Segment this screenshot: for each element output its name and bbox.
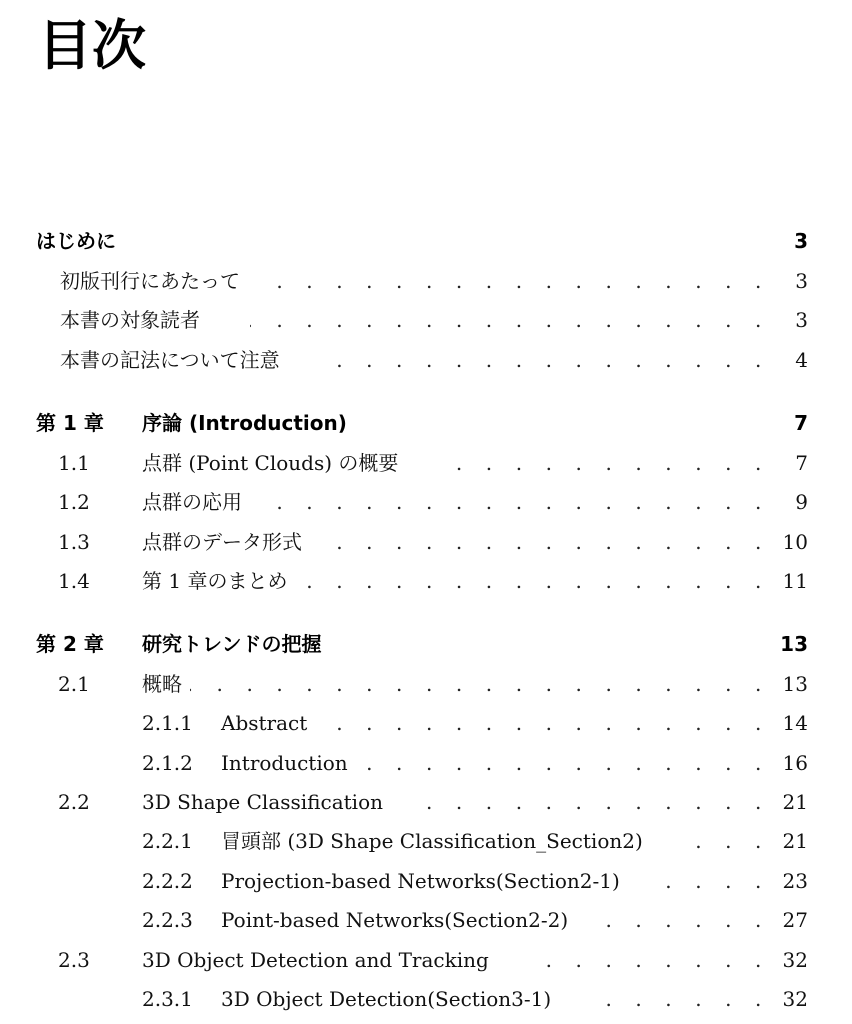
toc-subsection-label: Introduction [221, 751, 348, 775]
toc-section-label: 3D Shape Classification [142, 790, 383, 814]
toc-page-number: 4 [795, 348, 808, 372]
toc-section-number: 1.4 [58, 569, 90, 593]
toc-subsection-2-1-1[interactable] [0, 708, 852, 738]
toc-section-label: 概略 [142, 672, 182, 696]
toc-subsection-2-2-2[interactable] [0, 866, 852, 896]
toc-chapter-label: 序論 (Introduction) [142, 411, 347, 435]
toc-leader-dots [320, 345, 770, 375]
toc-leader-dots [646, 866, 770, 896]
toc-leader-dots [582, 984, 770, 1014]
toc-section-number: 2.3 [58, 948, 90, 972]
toc-section-2-1[interactable] [0, 669, 852, 699]
toc-page-number: 27 [782, 908, 808, 932]
toc-section-label: 点群のデータ形式 [142, 530, 302, 554]
toc-page-number: 3 [794, 229, 808, 253]
toc-leader-dots [404, 787, 770, 817]
toc-chapter-number: 第 2 章 [36, 632, 104, 656]
toc-chapter-number: 第 1 章 [36, 411, 104, 435]
toc-heading-hajimeni[interactable] [0, 226, 852, 256]
toc-page-number: 10 [782, 530, 808, 554]
toc-section-number: 1.3 [58, 530, 90, 554]
toc-section-label: 3D Object Detection and Tracking [142, 948, 489, 972]
toc-subsection-number: 2.2.3 [142, 908, 193, 932]
toc-subsection-number: 2.1.1 [142, 711, 193, 735]
toc-entry-preface-1[interactable] [0, 266, 852, 296]
toc-heading-label: はじめに [36, 229, 116, 253]
toc-section-number: 2.2 [58, 790, 90, 814]
toc-leader-dots [268, 266, 770, 296]
toc-leader-dots [262, 487, 770, 517]
toc-subsection-number: 2.3.1 [142, 987, 193, 1011]
toc-entry-label: 初版刊行にあたって [60, 269, 240, 293]
toc-section-1-3[interactable] [0, 527, 852, 557]
toc-subsection-label: Point-based Networks(Section2-2) [221, 908, 569, 932]
toc-section-number: 2.1 [58, 672, 90, 696]
toc-leader-dots [250, 305, 770, 335]
toc-page-number: 11 [782, 569, 808, 593]
toc-page-number: 3 [795, 308, 808, 332]
toc-chapter-1[interactable] [0, 408, 852, 438]
toc-leader-dots [322, 708, 770, 738]
toc-chapter-label: 研究トレンドの把握 [142, 632, 322, 656]
toc-page-number: 13 [782, 672, 808, 696]
page-title: 目次 [38, 14, 146, 77]
toc-page-number: 13 [780, 632, 808, 656]
toc-leader-dots [330, 527, 770, 557]
toc-page-number: 32 [782, 987, 808, 1011]
toc-page-number: 23 [782, 869, 808, 893]
toc-entry-label: 本書の対象読者 [60, 308, 200, 332]
toc-page-number: 7 [795, 451, 808, 475]
toc-entry-label: 本書の記法について注意 [60, 348, 280, 372]
toc-section-label: 第 1 章のまとめ [142, 569, 288, 593]
toc-section-1-1[interactable] [0, 448, 852, 478]
toc-leader-dots [360, 748, 770, 778]
toc-section-1-2[interactable] [0, 487, 852, 517]
toc-subsection-label: Projection-based Networks(Section2-1) [221, 869, 620, 893]
toc-entry-preface-3[interactable] [0, 345, 852, 375]
toc-page-number: 7 [794, 411, 808, 435]
toc-subsection-number: 2.2.1 [142, 829, 193, 853]
toc-page-number: 14 [782, 711, 808, 735]
toc-leader-dots [432, 448, 770, 478]
toc-entry-preface-2[interactable] [0, 305, 852, 335]
toc-leader-dots [592, 905, 770, 935]
toc-page-number: 21 [782, 790, 808, 814]
toc-subsection-2-1-2[interactable] [0, 748, 852, 778]
toc-subsection-label: 冒頭部 (3D Shape Classification_Section2) [221, 829, 643, 853]
toc-subsection-label: 3D Object Detection(Section3-1) [221, 987, 552, 1011]
toc-section-number: 1.2 [58, 490, 90, 514]
toc-subsection-number: 2.2.2 [142, 869, 193, 893]
toc-page-number: 9 [795, 490, 808, 514]
toc-subsection-2-2-3[interactable] [0, 905, 852, 935]
toc-section-label: 点群の応用 [142, 490, 242, 514]
toc-section-number: 1.1 [58, 451, 90, 475]
toc-leader-dots [522, 945, 770, 975]
toc-subsection-2-3-1[interactable] [0, 984, 852, 1014]
toc-section-label: 点群 (Point Clouds) の概要 [142, 451, 399, 475]
toc-page-number: 21 [782, 829, 808, 853]
toc-leader-dots [305, 566, 770, 596]
toc-page-number: 16 [782, 751, 808, 775]
toc-section-2-2[interactable] [0, 787, 852, 817]
toc-subsection-label: Abstract [221, 711, 308, 735]
toc-subsection-number: 2.1.2 [142, 751, 193, 775]
toc-subsection-2-2-1[interactable] [0, 826, 852, 856]
toc-section-2-3[interactable] [0, 945, 852, 975]
toc-page-number: 32 [782, 948, 808, 972]
toc-leader-dots [190, 669, 770, 699]
toc-leader-dots [684, 826, 770, 856]
toc-section-1-4[interactable] [0, 566, 852, 596]
toc-page-number: 3 [795, 269, 808, 293]
toc-chapter-2[interactable] [0, 629, 852, 659]
